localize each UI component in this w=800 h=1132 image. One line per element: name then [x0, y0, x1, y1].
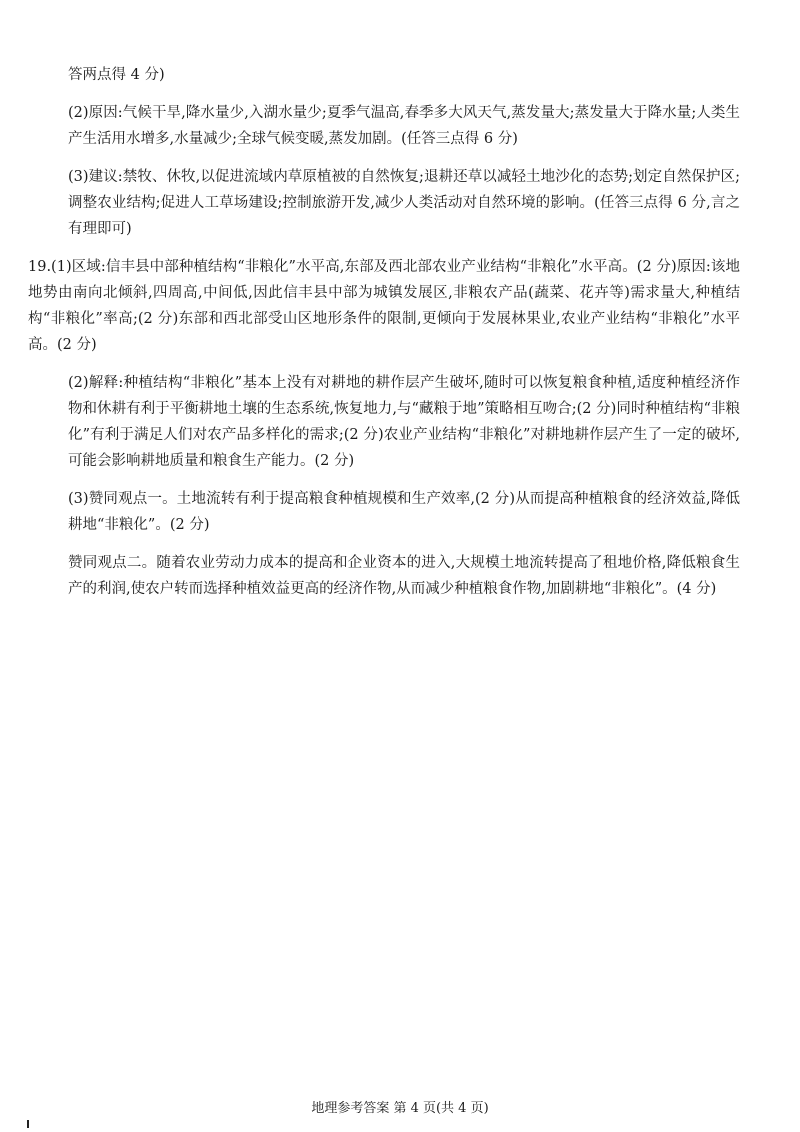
- paragraph-q18-1-tail: 答两点得 4 分): [68, 67, 165, 83]
- paragraph-q19-1: 19.(1)区域:信丰县中部种植结构“非粮化”水平高,东部及西北部农业产业结构“非粮化”水平高。(2 分)原因:该地地势由南向北倾斜,四周高,中间低,因此信丰县中部为城镇发展区,非粮农产品(蔬菜、花卉等)需求量大,种植结构“非粮化”率高;(2 分)东部和西北部受山区地形条件的限制,更倾向于发展林果业,农业产业结构“非粮化”水平高。(2 分): [28, 259, 740, 353]
- page-footer: 地理参考答案 第 4 页(共 4 页): [311, 1101, 489, 1116]
- paragraph-q19-2: (2)解释:种植结构“非粮化”基本上没有对耕地的耕作层产生破坏,随时可以恢复粮食种植,适度种植经济作物和休耕有利于平衡耕地土壤的生态系统,恢复地力,与“藏粮于地”策略相互吻合;(2 分)同时种植结构“非粮化”有利于满足人们对农产品多样化的需求;(2 分)农业产业结构“非粮化”对耕地耕作层产生了一定的破坏,可能会影响耕地质量和粮食生产能力。(2 分): [68, 375, 740, 469]
- scan-mark: [27, 1120, 29, 1128]
- paragraph-q19-3-view2: 赞同观点二。随着农业劳动力成本的提高和企业资本的进入,大规模土地流转提高了租地价格,降低粮食生产的利润,使农户转而选择种植效益更高的经济作物,从而减少种植粮食作物,加剧耕地“非粮化”。(4 分): [68, 555, 740, 597]
- paragraph-q19-3-view1: (3)赞同观点一。土地流转有利于提高粮食种植规模和生产效率,(2 分)从而提高种植粮食的经济效益,降低耕地“非粮化”。(2 分): [68, 491, 740, 533]
- paragraph-q18-2: (2)原因:气候干旱,降水量少,入湖水量少;夏季气温高,春季多大风天气,蒸发量大;蒸发量大于降水量;人类生产生活用水增多,水量减少;全球气候变暖,蒸发加剧。(任答三点得 6 分): [68, 105, 740, 147]
- paragraph-q18-3: (3)建议:禁牧、休牧,以促进流域内草原植被的自然恢复;退耕还草以减轻土地沙化的态势;划定自然保护区;调整农业结构;促进人工草场建设;控制旅游开发,减少人类活动对自然环境的影响。(任答三点得 6 分,言之有理即可): [68, 169, 740, 237]
